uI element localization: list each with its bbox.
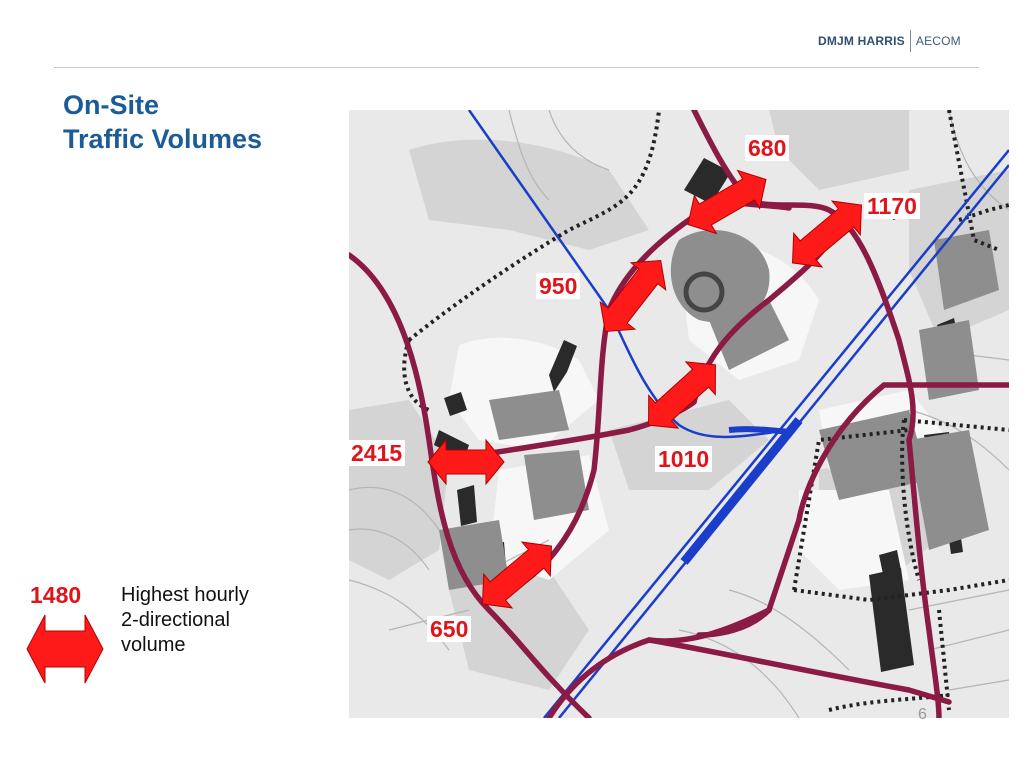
legend-description bbox=[121, 583, 321, 658]
company-logo bbox=[818, 30, 961, 52]
page-number: 6 bbox=[918, 706, 927, 723]
legend-sample-value: 1480 bbox=[30, 582, 82, 608]
volume-label-950: 950 bbox=[536, 273, 580, 299]
volume-label-2415: 2415 bbox=[348, 440, 405, 466]
title-line-2: Traffic Volumes bbox=[63, 124, 263, 154]
volume-label-1170: 1170 bbox=[864, 193, 920, 219]
header-divider bbox=[54, 67, 979, 68]
logo-aecom: AECOM bbox=[915, 34, 961, 48]
double-arrow-icon bbox=[25, 613, 105, 685]
logo-divider bbox=[910, 30, 911, 52]
legend-line-1: Highest hourly bbox=[121, 584, 249, 606]
page-title bbox=[63, 88, 343, 156]
title-line-1: On-Site bbox=[63, 90, 160, 120]
platform-segment bbox=[729, 429, 789, 432]
legend-line-3: volume bbox=[121, 634, 186, 656]
volume-label-650: 650 bbox=[427, 616, 471, 642]
legend-line-2: 2-directional bbox=[121, 609, 230, 631]
volume-label-1010: 1010 bbox=[655, 446, 712, 472]
volume-label-680: 680 bbox=[745, 135, 789, 161]
logo-dmjm-harris: DMJM HARRIS bbox=[818, 34, 905, 48]
